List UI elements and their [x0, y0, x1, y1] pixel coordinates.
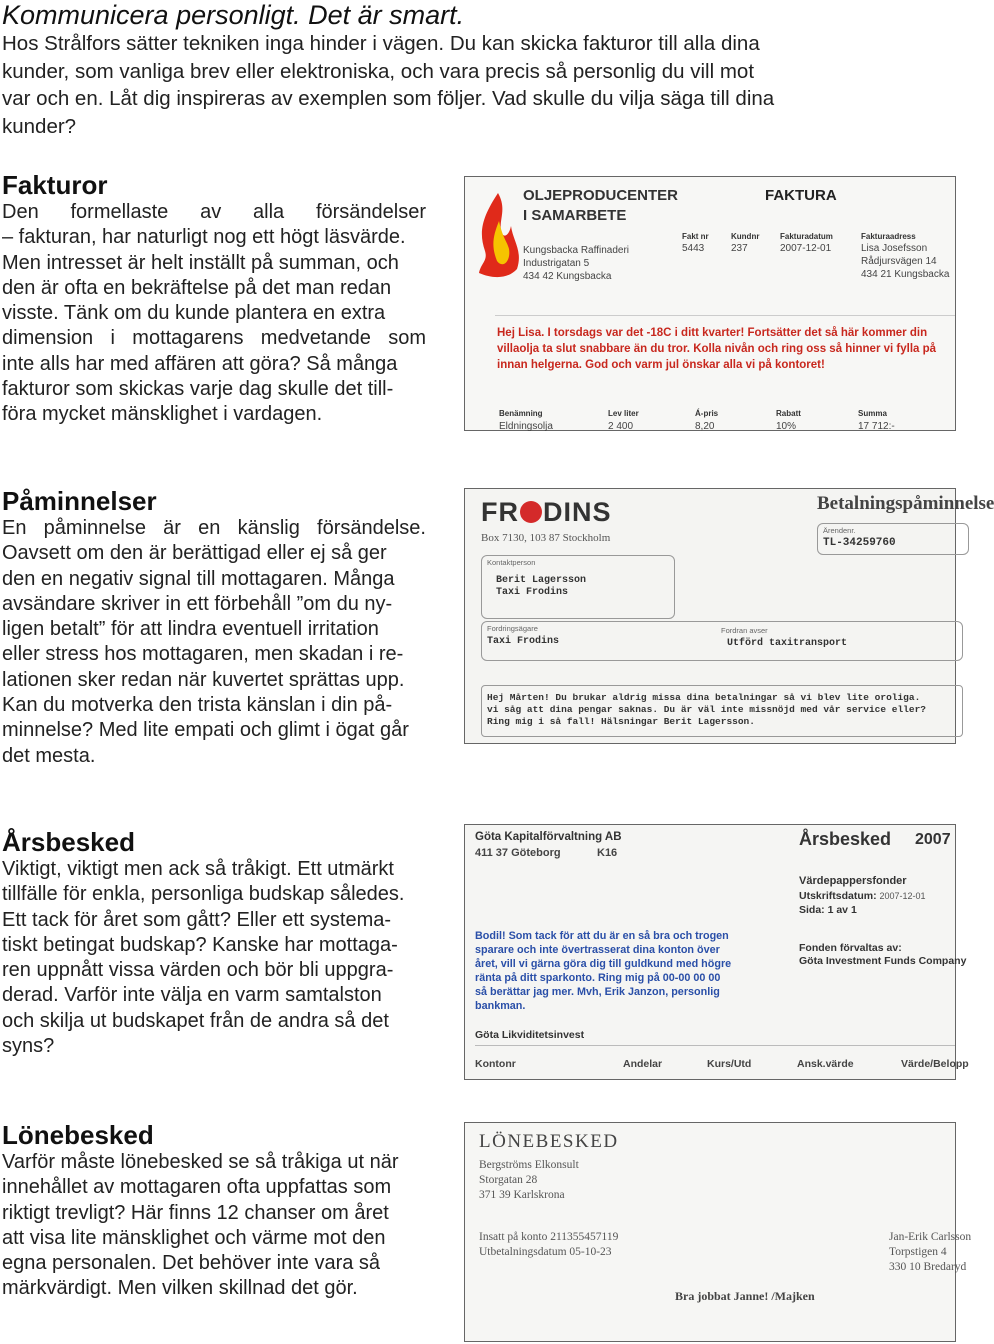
statement-column-label: Kurs/Utd: [707, 1058, 752, 1070]
body-line: den är ofta en bekräftelse på det man redan: [2, 276, 392, 299]
invoice-header-label: Fakturadatum: [780, 232, 833, 241]
section-body: [2, 516, 426, 769]
payslip-account: Insatt på konto 211355457119: [479, 1231, 619, 1243]
body-line: inte alls har med affären att göra? Så många: [2, 352, 398, 375]
body-line: fakturor som skickas varje dag skulle det till-: [2, 378, 394, 401]
statement-message-line: ränta på ditt sparkonto. Ring mig på 00-00 00 00: [475, 972, 721, 984]
payslip-recipient-line: 330 10 Bredaryd: [889, 1261, 967, 1273]
statement-doc-title: Årsbesked: [799, 829, 892, 849]
section-lonebesked: [2, 1120, 426, 1302]
section-title: Fakturor: [2, 170, 108, 200]
section-body: [2, 200, 426, 428]
body-line: ren uppnått vissa värden och bör bli uppgra-: [2, 959, 394, 982]
body-line: märkvärdigt. Men vilken skillnad det gör.: [2, 1277, 358, 1300]
invoice-sender-line: 434 42 Kungsbacka: [523, 271, 612, 282]
body-line: tiskt betingat budskap? Kanske har mottaga-: [2, 933, 398, 956]
invoice-recipient-line: 434 21 Kungsbacka: [861, 269, 950, 280]
section-fakturor: [2, 170, 426, 428]
statement-column-label: Värde/Belopp: [901, 1058, 969, 1070]
payslip-sender-line: 371 39 Karlskrona: [479, 1189, 565, 1201]
body-line: – fakturan, har naturligt nog ett högt läsvärde.: [2, 226, 406, 249]
reminder-logo: FR DINS: [481, 497, 612, 527]
body-line: det mesta.: [2, 744, 96, 767]
flame-logo-icon: [473, 191, 523, 281]
invoice-doc-title: FAKTURA: [765, 187, 837, 204]
statement-message-line: året, vill vi gärna göra dig till guldkund med högre: [475, 958, 732, 970]
invoice-header-label: Fakturaadress: [861, 232, 916, 241]
fund-name: Göta Likviditetsinvest: [475, 1029, 585, 1041]
invoice-sender-line: Industrigatan 5: [523, 258, 590, 269]
body-line: tillfälle för enkla, personliga budskap således.: [2, 883, 405, 906]
statement-message-line: Bodil! Som tack för att du är en så bra och trogen: [475, 930, 729, 942]
body-line: den en negativ signal till mottagaren. Många: [2, 567, 395, 590]
claim-reason-value: Utförd taxitransport: [727, 638, 848, 649]
creditor-label: Fordringsägare: [487, 624, 538, 633]
contact-label: Kontaktperson: [487, 558, 536, 567]
statement-city: 411 37 Göteborg: [475, 847, 561, 859]
intro-line: Hos Strålfors sätter tekniken inga hinder i vägen. Du kan skicka fakturor till alla dina: [2, 32, 760, 55]
invoice-company-1: OLJEPRODUCENTER: [523, 187, 679, 204]
reminder-message-line: Hej Mårten! Du brukar aldrig missa dina betalningar så vi blev lite oroliga.: [487, 692, 921, 703]
section-body: [2, 857, 426, 1059]
statement-year: 2007: [915, 831, 951, 848]
body-line: Den formellaste av alla försändelser: [2, 201, 426, 223]
statement-subtitle: Värdepappersfonder: [799, 875, 907, 887]
body-line: och skilja ut budskapet från de andra så det: [2, 1009, 389, 1032]
invoice-header-value: 5443: [682, 243, 705, 254]
intro-line: kunder, som vanliga brev eller elektroniska, och vara precis så personlig du vill mot: [2, 59, 755, 83]
invoice-message-line: Hej Lisa. I torsdags var det -18C i ditt kvarter! Fortsätter det så här kommer din: [497, 327, 928, 339]
intro-line: kunder?: [2, 114, 77, 138]
body-line: riktigt trevligt? Här finns 12 chanser om året: [2, 1201, 389, 1224]
body-line: En påminnelse är en känslig försändelse.: [2, 517, 426, 539]
section-title: Påminnelser: [2, 486, 157, 516]
divider: [475, 1045, 955, 1046]
body-line: Men intresset är helt inställt på summan, och: [2, 251, 399, 274]
payslip-sender-line: Bergströms Elkonsult: [479, 1159, 579, 1171]
section-arsbesked: [2, 827, 426, 1059]
statement-date: Utskriftsdatum: 2007-12-01: [799, 890, 926, 902]
fund-manager-value: Göta Investment Funds Company: [799, 955, 967, 967]
body-line: ligen betalt” för att lindra eventuell irritation: [2, 618, 379, 641]
invoice-cell: Eldningsolja: [499, 421, 553, 432]
statement-message-line: så berättar jag mer. Mvh, Erik Janzon, personlig: [475, 986, 720, 998]
invoice-column-label: Lev liter: [608, 409, 639, 418]
payslip-sender-line: Storgatan 28: [479, 1174, 538, 1186]
reminder-message-line: vi såg att dina pengar saknas. Du är väl inte missnöjd med vår service eller?: [487, 704, 926, 715]
reference-value: TL-34259760: [823, 537, 896, 549]
body-line: Varför måste lönebesked se så tråkiga ut när: [2, 1151, 399, 1173]
body-line: avsändare skriver in ett förbehåll ”om du ny-: [2, 592, 393, 615]
body-line: Oavsett om den är berättigad eller ej så ger: [2, 542, 387, 565]
body-line: lationen sker redan när kuvertet sprättas upp.: [2, 668, 405, 691]
invoice-header-label: Kundnr: [731, 232, 760, 241]
invoice-message-line: innan helgerna. God och varm jul önskar alla vi på kontoret!: [497, 359, 825, 371]
payslip-recipient-line: Jan-Erik Carlsson: [889, 1231, 972, 1243]
invoice-recipient-line: Rådjursvägen 14: [861, 256, 937, 267]
section-paminnelser: [2, 486, 426, 769]
payslip-date: Utbetalningsdatum 05-10-23: [479, 1246, 612, 1258]
logo-dot-icon: [520, 501, 542, 523]
body-line: innehållet av mottagaren ofta uppfattas som: [2, 1176, 392, 1199]
payslip-sample-image: [464, 1122, 972, 1342]
invoice-column-label: Benämning: [499, 409, 543, 418]
reminder-sender-address: Box 7130, 103 87 Stockholm: [481, 532, 611, 544]
intro: [2, 0, 882, 140]
invoice-message-line: villaolja ta slut snabbare än du tror. Kolla nivån och ring oss så hinner vi fylla på: [497, 343, 937, 355]
invoice-company-2: I SAMARBETE: [523, 207, 627, 224]
reminder-message-line: Ring mig i så fall! Hälsningar Berit Lagersson.: [487, 716, 755, 727]
invoice-recipient-line: Lisa Josefsson: [861, 243, 928, 254]
body-line: visste. Tänk om du kunde plantera en extra: [2, 302, 386, 325]
section-title: Lönebesked: [2, 1120, 154, 1150]
contact-line: Berit Lagersson: [496, 575, 587, 586]
statement-column-label: Kontonr: [475, 1058, 516, 1070]
invoice-sender-line: Kungsbacka Raffinaderi: [523, 245, 629, 256]
body-line: egna personalen. Det behöver inte vara så: [2, 1252, 381, 1275]
invoice-column-label: Summa: [858, 409, 887, 418]
body-line: derad. Varför inte välja en varm samtalston: [2, 984, 382, 1007]
page-heading: Kommunicera personligt. Det är smart.: [2, 0, 465, 30]
body-line: minnelse? Med lite empati och glimt i ögat går: [2, 719, 409, 742]
payslip-message: Bra jobbat Janne! /Majken: [675, 1289, 815, 1303]
body-line: syns?: [2, 1035, 55, 1058]
contact-line: Taxi Frodins: [496, 587, 569, 598]
statement-company: Göta Kapitalförvaltning AB: [475, 831, 622, 843]
statement-column-label: Andelar: [623, 1058, 663, 1070]
invoice-column-label: Rabatt: [776, 409, 801, 418]
statement-message-line: sparare och inte övertrasserat dina konton över: [475, 944, 720, 956]
invoice-header-label: Fakt nr: [682, 232, 709, 241]
divider: [495, 315, 955, 316]
payslip-doc-title: LÖNEBESKED: [479, 1131, 619, 1152]
body-line: eller stress hos mottagaren, men skadan i re-: [2, 643, 404, 666]
invoice-cell: 10%: [776, 421, 797, 432]
body-line: Viktigt, viktigt men ack så tråkigt. Ett utmärkt: [2, 858, 394, 880]
invoice-header-value: 2007-12-01: [780, 243, 832, 254]
reference-label: Ärendenr.: [823, 526, 856, 535]
claim-reason-label: Fordran avser: [721, 626, 768, 635]
section-body: [2, 1150, 426, 1302]
body-line: dimension i mottagarens medvetande som: [2, 327, 426, 350]
statement-page: Sida: 1 av 1: [799, 904, 857, 916]
body-line: Ett tack för året som gått? Eller ett systema-: [2, 908, 392, 931]
invoice-column-label: Á-pris: [695, 409, 719, 418]
reminder-sample-image: [464, 488, 994, 744]
fund-manager-label: Fonden förvaltas av:: [799, 942, 902, 954]
payslip-recipient-line: Torpstigen 4: [889, 1246, 947, 1258]
invoice-cell: 8,20: [695, 421, 715, 432]
creditor-value: Taxi Frodins: [487, 636, 560, 647]
statement-column-label: Ansk.värde: [797, 1058, 854, 1070]
body-line: att visa lite mänsklighet och värme mot den: [2, 1226, 386, 1249]
statement-code: K16: [597, 847, 618, 859]
body-line: Kan du motverka den trista känslan i din på-: [2, 694, 393, 717]
intro-line: var och en. Låt dig inspireras av exemplen som följer. Vad skulle du vilja säga till dina: [2, 87, 775, 110]
intro-paragraph: [2, 30, 882, 140]
statement-message-line: bankman.: [475, 1000, 526, 1012]
reminder-doc-title: Betalningspåminnelse: [817, 493, 994, 514]
invoice-header-value: 237: [731, 243, 748, 254]
annual-statement-sample-image: [464, 824, 969, 1080]
invoice-cell: 17 712:-: [858, 421, 895, 432]
invoice-cell: 2 400: [608, 421, 634, 432]
body-line: föra mycket mänsklighet i vardagen.: [2, 403, 323, 426]
section-title: Årsbesked: [2, 827, 135, 857]
invoice-sample-image: [464, 176, 956, 431]
